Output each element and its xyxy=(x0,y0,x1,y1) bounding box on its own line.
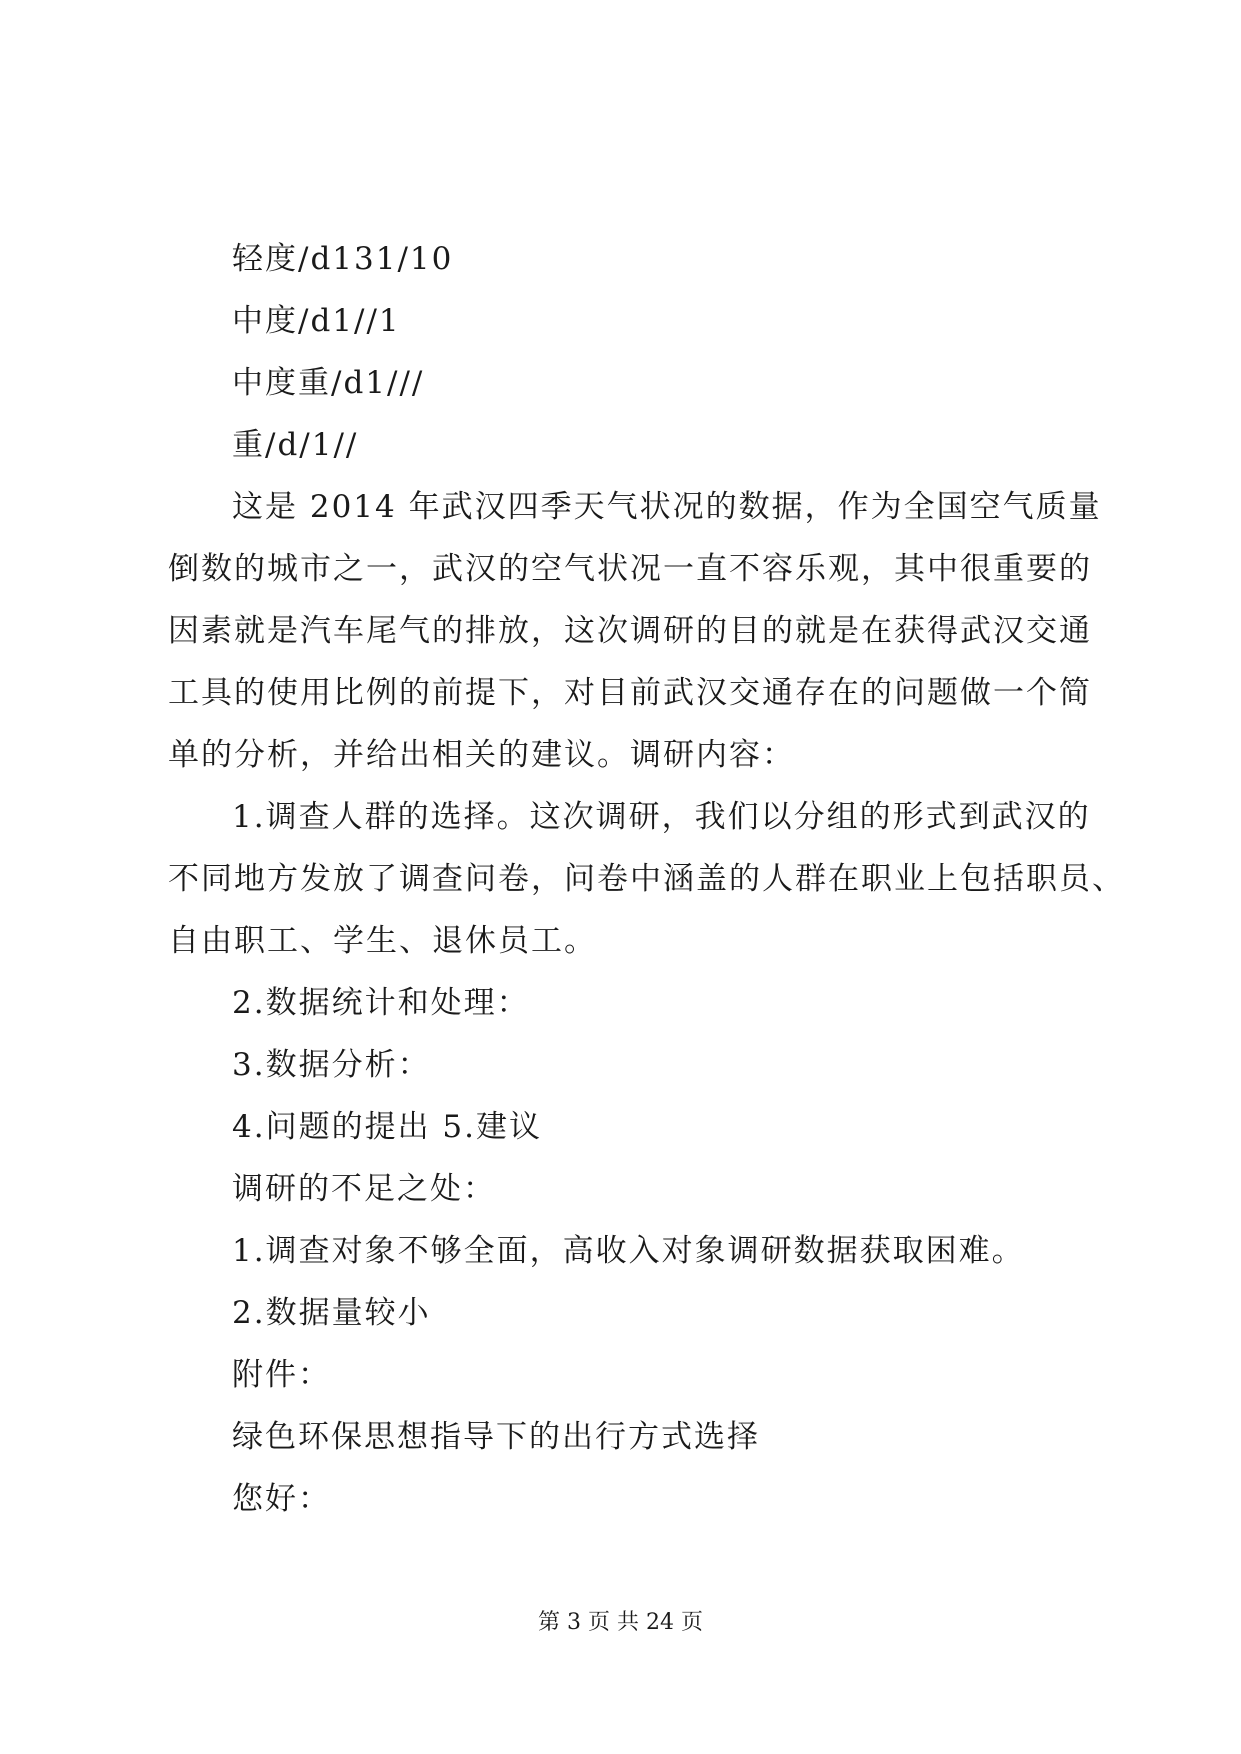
page-number-footer: 第 3 页 共 24 页 xyxy=(538,1610,703,1635)
attachment-label: 附件： xyxy=(232,1357,331,1393)
greeting: 您好： xyxy=(232,1481,331,1517)
data-line: 中度/d1//1 xyxy=(232,303,401,339)
data-line: 轻度/d131/10 xyxy=(232,241,454,277)
document-body xyxy=(168,228,1125,1530)
paragraph-line: 不同地方发放了调查问卷，问卷中涵盖的人群在职业上包括职员、 xyxy=(168,861,1125,897)
paragraph-line: 这是 2014 年武汉四季天气状况的数据，作为全国空气质量 xyxy=(232,489,1102,525)
paragraph-line: 倒数的城市之一，武汉的空气状况一直不容乐观，其中很重要的 xyxy=(168,551,1092,587)
data-line: 中度重/d1/// xyxy=(232,365,425,401)
paragraph-line: 因素就是汽车尾气的排放，这次调研的目的就是在获得武汉交通 xyxy=(168,613,1092,649)
list-item: 1.调查对象不够全面，高收入对象调研数据获取困难。 xyxy=(232,1233,1025,1269)
data-line: 重/d/1// xyxy=(232,427,359,463)
attachment-title: 绿色环保思想指导下的出行方式选择 xyxy=(232,1419,760,1455)
paragraph-line: 单的分析，并给出相关的建议。调研内容： xyxy=(168,737,795,773)
paragraph-survey-group xyxy=(168,786,1125,972)
list-item: 2.数据统计和处理： xyxy=(232,985,530,1021)
paragraph-line: 工具的使用比例的前提下，对目前武汉交通存在的问题做一个简 xyxy=(168,675,1092,711)
paragraph-line: 自由职工、学生、退休员工。 xyxy=(168,923,597,959)
section-heading: 调研的不足之处： xyxy=(232,1171,496,1207)
list-item: 4.问题的提出 5.建议 xyxy=(232,1109,543,1145)
list-item: 3.数据分析： xyxy=(232,1047,431,1083)
paragraph-line: 1.调查人群的选择。这次调研，我们以分组的形式到武汉的 xyxy=(232,799,1091,835)
list-item: 2.数据量较小 xyxy=(232,1295,431,1331)
paragraph-intro xyxy=(168,476,1102,786)
